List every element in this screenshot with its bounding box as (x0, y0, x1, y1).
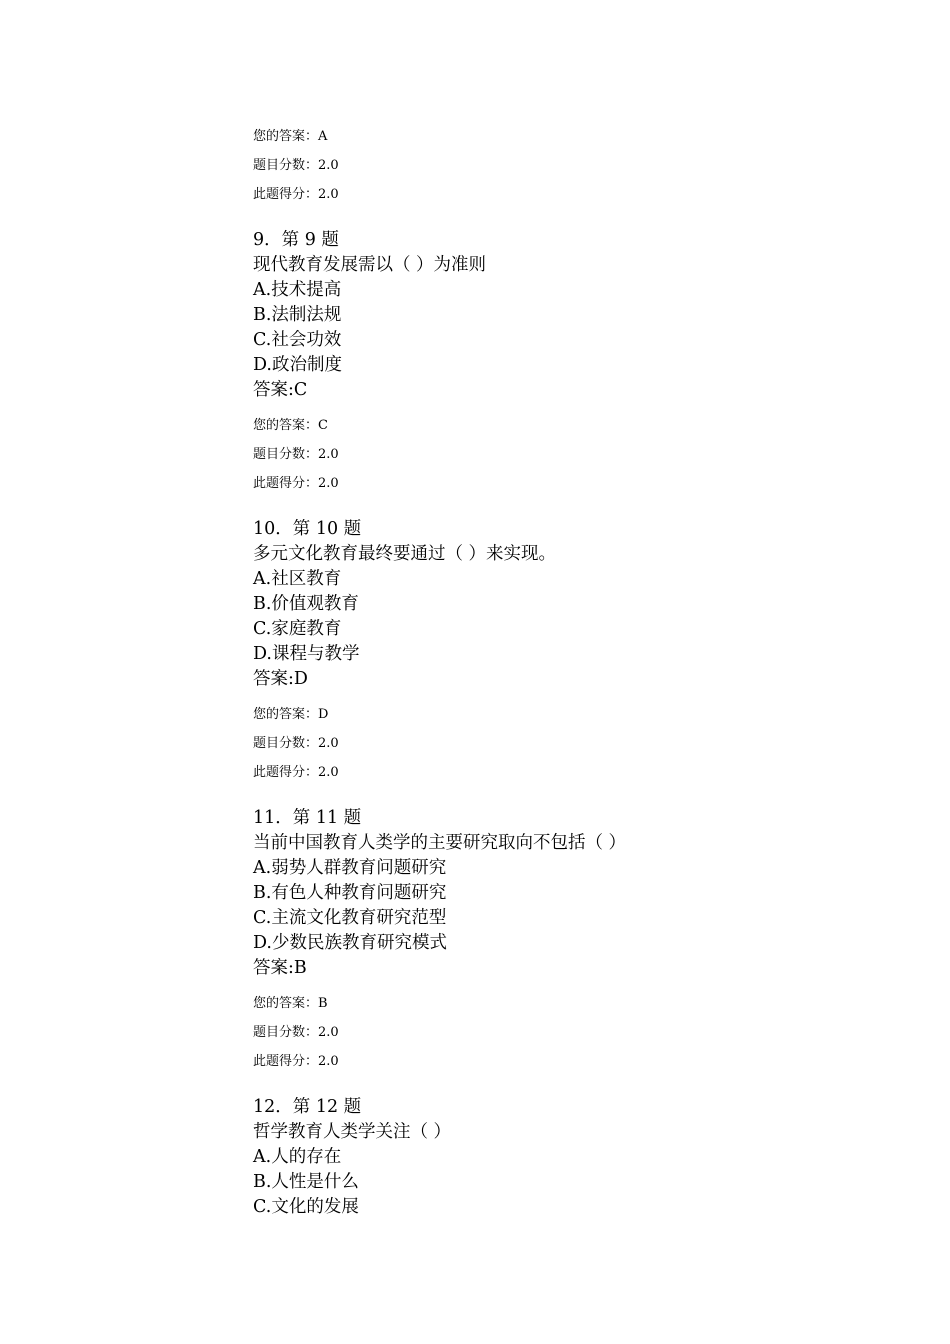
question-score: 题目分数：2.0 (253, 1025, 339, 1040)
question-score: 题目分数：2.0 (253, 447, 339, 462)
question-score: 题目分数：2.0 (253, 736, 339, 751)
option-a: A.弱势人群教育问题研究 (253, 858, 447, 878)
question-heading: 11．第 11 题 (253, 808, 362, 828)
question-stem: 哲学教育人类学关注（ ） (253, 1122, 452, 1142)
option-d: D.政治制度 (253, 355, 342, 375)
question-block (253, 228, 486, 403)
option-d: D.课程与教学 (253, 644, 360, 664)
earned-score: 此题得分：2.0 (253, 476, 339, 491)
question-heading: 10．第 10 题 (253, 519, 362, 539)
your-answer: 您的答案：D (253, 707, 329, 722)
option-a: A.社区教育 (253, 569, 342, 589)
option-c: C.主流文化教育研究范型 (253, 908, 447, 928)
question-stem: 多元文化教育最终要通过（ ）来实现。 (253, 544, 557, 564)
result-block (253, 989, 339, 1076)
option-b: B.法制法规 (253, 305, 342, 325)
your-answer: 您的答案：B (253, 996, 328, 1011)
option-a: A.技术提高 (253, 280, 342, 300)
question-stem: 现代教育发展需以（ ）为准则 (253, 255, 487, 275)
question-block (253, 806, 626, 981)
option-b: B.价值观教育 (253, 594, 359, 614)
your-answer: 您的答案：A (253, 129, 328, 144)
result-block (253, 700, 339, 787)
your-answer: 您的答案：C (253, 418, 328, 433)
question-heading: 9．第 9 题 (253, 230, 339, 250)
result-block (253, 122, 339, 209)
option-a: A.人的存在 (253, 1147, 342, 1167)
correct-answer: 答案:D (253, 669, 308, 689)
correct-answer: 答案:B (253, 958, 307, 978)
option-b: B.有色人种教育问题研究 (253, 883, 447, 903)
result-block (253, 411, 339, 498)
option-c: C.家庭教育 (253, 619, 342, 639)
question-block (253, 517, 556, 692)
earned-score: 此题得分：2.0 (253, 765, 339, 780)
option-c: C.社会功效 (253, 330, 342, 350)
option-c: C.文化的发展 (253, 1197, 359, 1217)
question-block (253, 1095, 451, 1220)
option-d: D.少数民族教育研究模式 (253, 933, 447, 953)
question-heading: 12．第 12 题 (253, 1097, 362, 1117)
earned-score: 此题得分：2.0 (253, 1054, 339, 1069)
question-score: 题目分数：2.0 (253, 158, 339, 173)
question-stem: 当前中国教育人类学的主要研究取向不包括（ ） (253, 833, 627, 853)
option-b: B.人性是什么 (253, 1172, 359, 1192)
correct-answer: 答案:C (253, 380, 308, 400)
earned-score: 此题得分：2.0 (253, 187, 339, 202)
